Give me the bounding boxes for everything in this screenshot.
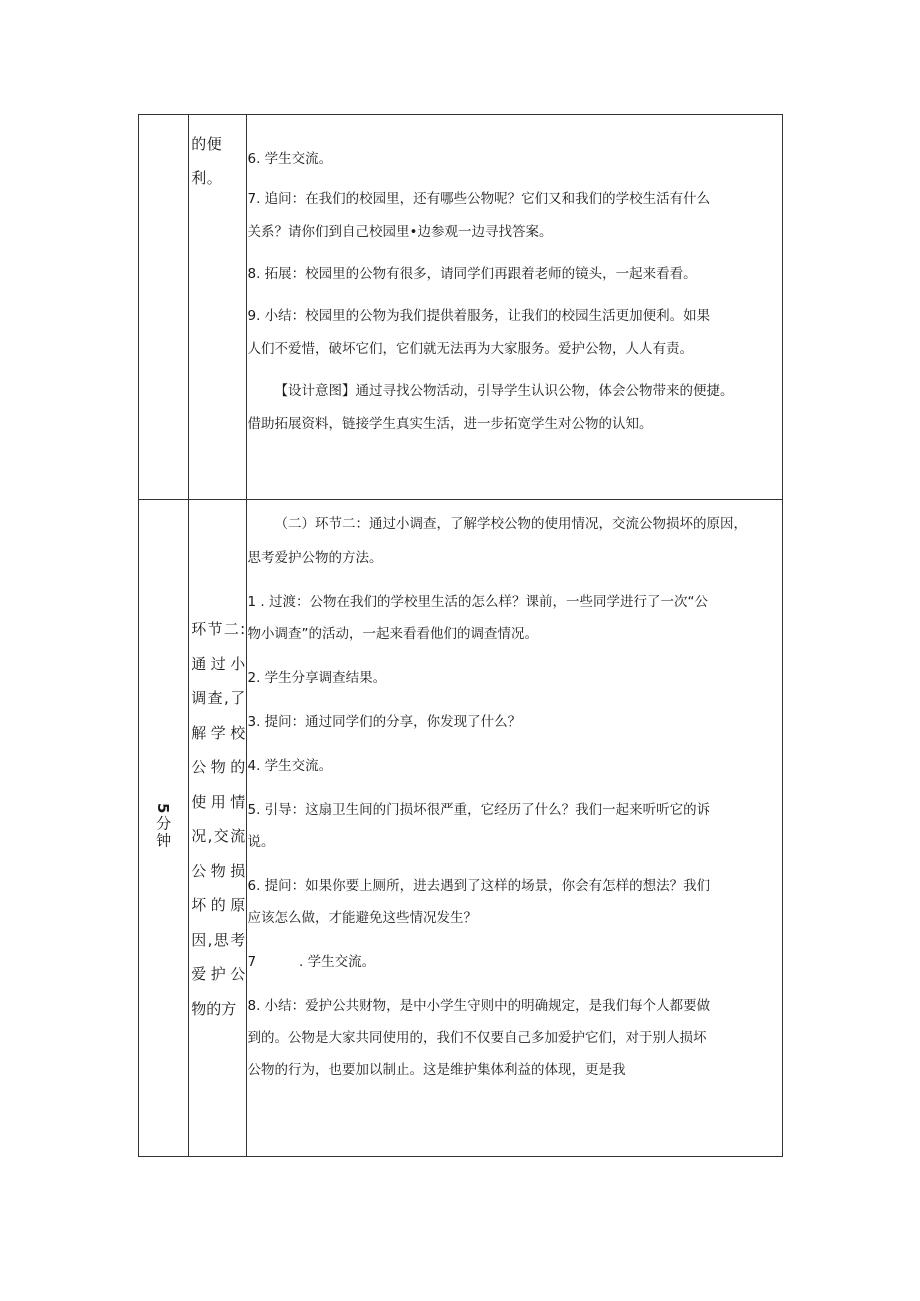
content-line: 7 . 学生交流。 — [247, 954, 376, 970]
content-cell — [247, 115, 783, 500]
content-line: 公物的行为，也要加以制止。这是维护集体利益的体现，更是我 — [247, 1062, 626, 1078]
step-line: 物的方 — [191, 999, 237, 1018]
table-row — [139, 115, 783, 500]
time-label — [153, 803, 174, 849]
content-line: （二）环节二：通过小调查，了解学校公物的使用情况，交流公物损坏的原因， — [274, 516, 747, 532]
content-line: 人们不爱惜，破坏它们，它们就无法再为大家服务。爱护公物，人人有责。 — [247, 341, 693, 357]
time-unit: 分钟 — [154, 815, 173, 850]
content-line: 借助拓展资料，链接学生真实生活，进一步拓宽学生对公物的认知。 — [247, 416, 653, 432]
step-line: 通过小 — [191, 654, 246, 673]
time-number: 5 — [154, 802, 173, 816]
content-line: 2. 学生分享调查结果。 — [247, 670, 387, 686]
time-cell — [139, 500, 189, 1157]
content-line: 应该怎么做，才能避免这些情况发生？ — [247, 910, 477, 926]
step-text — [189, 115, 246, 195]
step-cell — [189, 500, 247, 1157]
content-line: 8. 拓展：校园里的公物有很多，请同学们再跟着老师的镜头，一起来看看。 — [247, 266, 697, 282]
step-line: 的便 — [191, 135, 223, 153]
step-line: 环节二: — [191, 620, 246, 638]
content-line: 思考爱护公物的方法。 — [247, 550, 383, 566]
content-line: 5. 引导：这扇卫生间的门损坏很严重，它经历了什么？我们一起来听听它的诉 — [247, 802, 711, 818]
time-cell — [139, 115, 189, 500]
content-line: 6. 提问：如果你要上厕所，进去遇到了这样的场景，你会有怎样的想法？我们 — [247, 878, 711, 894]
content-line: 到的。公物是大家共同使用的，我们不仅要自己多加爱护它们，对于别人损坏 — [247, 1030, 707, 1046]
content-line: 1 . 过渡：公物在我们的学校里生活的怎么样？课前，一些同学进行了一次“公 — [247, 594, 708, 610]
lesson-plan-table — [138, 114, 783, 1157]
step-line: 公物损 — [191, 861, 246, 880]
content-line: 说。 — [247, 834, 275, 850]
content-line: 6. 学生交流。 — [247, 151, 333, 167]
step-line: 公物的 — [191, 758, 246, 776]
content-cell — [247, 500, 783, 1157]
content-line: 物小调查”的活动，一起来看看他们的调查情况。 — [247, 626, 538, 642]
step-text — [189, 500, 246, 1026]
step-line: 坏的原 — [191, 896, 246, 914]
step-line: 爱护公 — [191, 965, 246, 983]
step-line: 解学校 — [191, 723, 246, 742]
step-cell — [189, 115, 247, 500]
content-line: 9. 小结：校园里的公物为我们提供着服务，让我们的校园生活更加便利。如果 — [247, 308, 711, 324]
table-row — [139, 500, 783, 1157]
content-line: 3. 提问：通过同学们的分享，你发现了什么？ — [247, 714, 522, 730]
step-line: 利。 — [191, 169, 223, 187]
step-line: 调查,了 — [191, 689, 246, 707]
step-line: 因,思考 — [191, 930, 246, 949]
content-line: 【设计意图】通过寻找公物活动，引导学生认识公物，体会公物带来的便捷。 — [274, 383, 734, 399]
content-line: 8. 小结：爱护公共财物，是中小学生守则中的明确规定，是我们每个人都要做 — [247, 998, 711, 1014]
step-line: 使用情 — [191, 792, 246, 811]
content-line: 4. 学生交流。 — [247, 758, 333, 774]
content-line: 关系？请你们到自己校园里•边参观一边寻找答案。 — [247, 224, 553, 240]
step-line: 况,交流 — [191, 827, 246, 845]
content-line: 7. 追问：在我们的校园里，还有哪些公物呢？它们又和我们的学校生活有什么 — [247, 191, 711, 207]
